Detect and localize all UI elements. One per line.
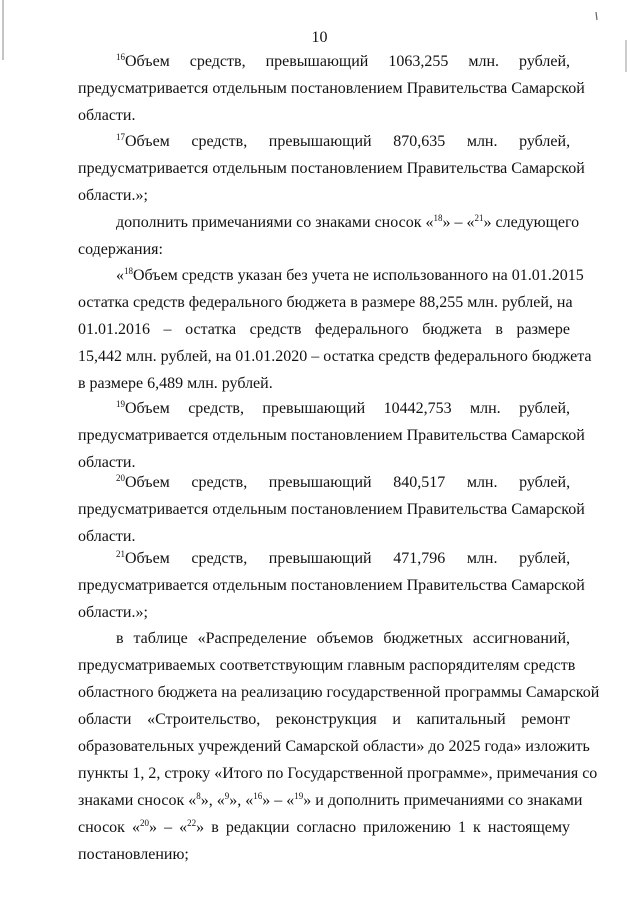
footnote-mark: 19 [294, 791, 304, 801]
footnote-mark: 9 [224, 791, 230, 801]
footnote-19: $^{19}$Объем средств, превышающий 10442,753 млн. рублей, предусматривается отдельным постановлением Правительства Самарской области. [78, 399, 585, 471]
footnote-18: «$^{18}$Объем средств указан без учета не использованного на 01.01.2015 остатка средств федерального бюджета в размере 88,255 млн. рублей, на 01.01.2016 – остатка средств федерального бюджета в размере 15,442 млн. рублей, на 01.01.2020 – остатка средств федерального бюджета в размере 6,489 млн. рублей. [78, 266, 592, 392]
page-number: 10 [311, 29, 328, 46]
footnote-mark: 8 [196, 791, 201, 801]
footnote-17: $^{17}$Объем средств, превышающий 870,635 млн. рублей, предусматривается отдельным постановлением Правительства Самарской области.»; [78, 132, 585, 204]
footnote-mark: 18 [124, 266, 133, 276]
footnote-mark: 20 [140, 818, 150, 828]
footnote-20: $^{20}$Объем средств, превышающий 840,517 млн. рублей, предусматривается отдельным постановлением Правительства Самарской области. [78, 473, 585, 545]
footnote-21: $^{21}$Объем средств, превышающий 471,796 млн. рублей, предусматривается отдельным постановлением Правительства Самарской области.»; [78, 549, 585, 621]
footnote-mark: 20 [116, 473, 125, 483]
footnote-mark: 18 [433, 213, 443, 223]
footnote-mark: 19 [116, 399, 125, 409]
footnote-mark: 21 [474, 213, 484, 223]
table-change-instruction: в таблице «Распределение объемов бюджетных ассигнований, предусматриваемых соответствующим главным распорядителям средств областного бюджета на реализацию государственной программы Самарской области «Строительство, реконструкция и капитальный ремонт образовательных учреждений Самарской области» до 2025 года» изложить пункты 1, 2, строку «Итого по Государственной программе», примечания со знаками сносок «$^8$», «$^9$», «$^{16}$» – «$^{19}$» и дополнить примечаниями со знаками сносок «$^{20}$» – «$^{22}$» в редакции согласно приложению 1 к настоящему постановлению; [78, 630, 600, 863]
footnote-16: $^{16}$Объем средств, превышающий 1063,255 млн. рублей, предусматривается отдельным постановлением Правительства Самарской области. [78, 52, 585, 124]
footnote-mark: 16 [116, 52, 125, 62]
footnote-mark: 16 [253, 791, 263, 801]
footnote-mark: 17 [116, 132, 125, 142]
footnote-mark: 22 [187, 818, 197, 828]
footnote-mark: 21 [116, 549, 125, 559]
supplement-instruction: дополнить примечаниями со знаками сносок «$^{18}$» – «$^{21}$» следующего содержания: [78, 213, 580, 258]
